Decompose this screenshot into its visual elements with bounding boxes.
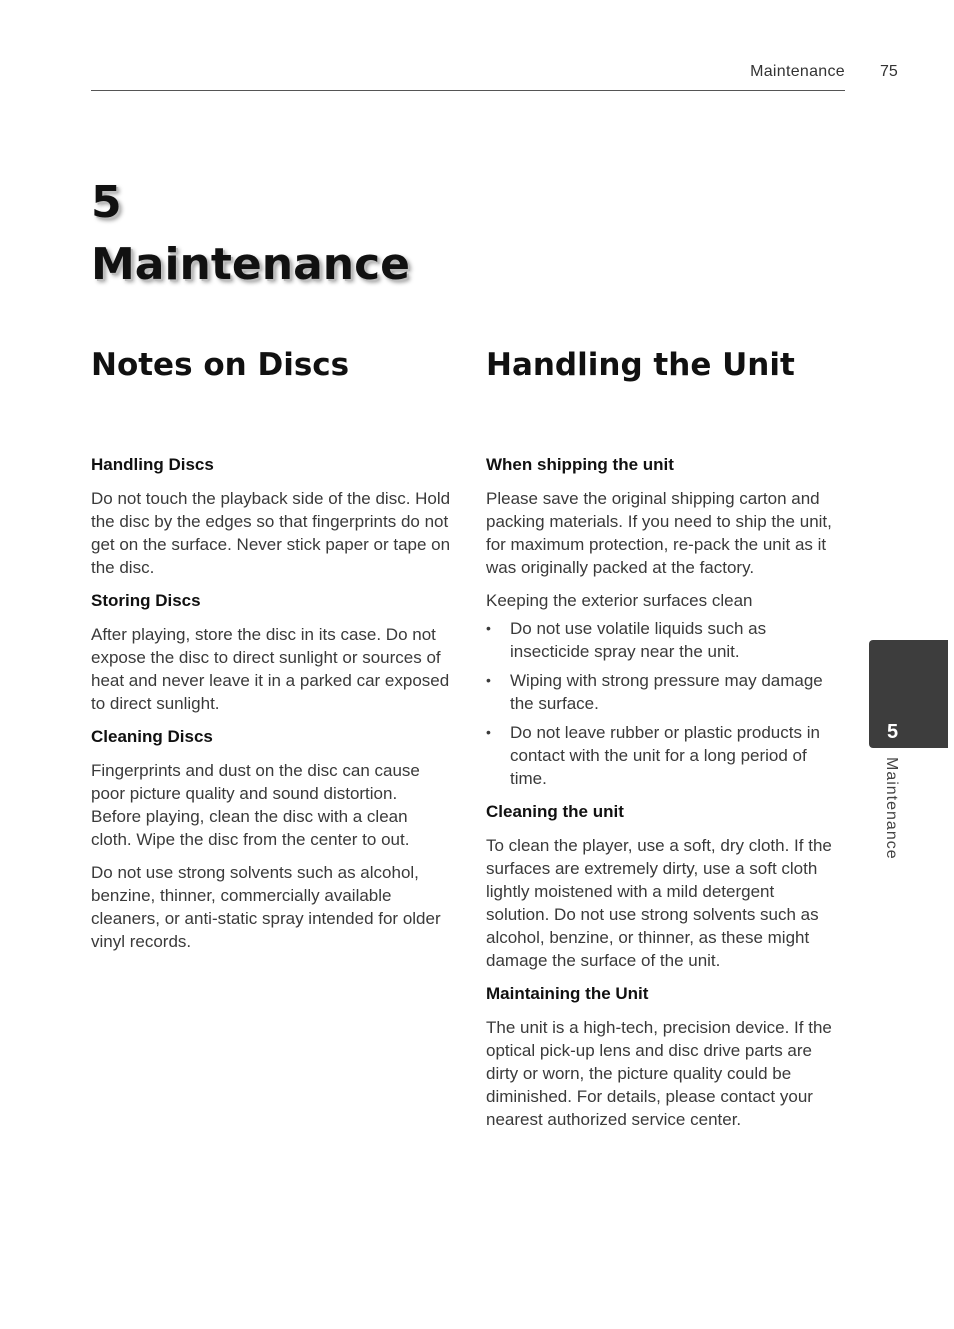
chapter-side-tab — [869, 640, 948, 748]
bullet-icon: • — [486, 724, 491, 740]
list-item-text: Wiping with strong pressure may damage the surface. — [510, 671, 823, 713]
chapter-title — [91, 172, 410, 296]
handling-the-unit-section — [486, 345, 842, 1141]
running-header-section: Maintenance — [750, 63, 845, 80]
list-item-text: Do not leave rubber or plastic products in contact with the unit for a long period of time. — [510, 723, 820, 788]
list-item — [486, 617, 842, 663]
subsection-title: When shipping the unit — [486, 455, 674, 474]
section-heading: Notes on Discs — [91, 347, 350, 383]
list-intro: Keeping the exterior surfaces clean — [486, 591, 753, 610]
subsection-title: Cleaning the unit — [486, 802, 624, 821]
paragraph: Do not use strong solvents such as alcohol, benzine, thinner, commercially available cleaners, or anti-static spray intended for older vinyl records. — [91, 863, 441, 951]
subsection-title: Storing Discs — [91, 591, 201, 610]
notes-on-discs-section — [91, 345, 451, 963]
subsection-title: Cleaning Discs — [91, 727, 213, 746]
paragraph: Fingerprints and dust on the disc can cause poor picture quality and sound distortion. Before playing, clean the disc with a clean cloth. Wipe the disc from the center to out. — [91, 761, 420, 849]
paragraph: After playing, store the disc in its case. Do not expose the disc to direct sunlight or sources of heat and never leave it in a parked car exposed to direct sunlight. — [91, 625, 450, 713]
bullet-icon: • — [486, 620, 491, 636]
subsection-title: Handling Discs — [91, 455, 214, 474]
paragraph: Please save the original shipping carton and packing materials. If you need to ship the unit, for maximum protection, re-pack the unit as it was originally packed at the factory. — [486, 489, 832, 577]
list-item — [486, 721, 842, 790]
list-item — [486, 669, 842, 715]
paragraph: Do not touch the playback side of the disc. Hold the disc by the edges so that fingerprints do not get on the surface. Never stick paper or tape on the disc. — [91, 489, 451, 577]
paragraph: The unit is a high-tech, precision device. If the optical pick-up lens and disc drive parts are dirty or worn, the picture quality could be diminished. For details, please contact your nearest authorized service center. — [486, 1018, 832, 1129]
chapter-name: Maintenance — [91, 239, 411, 290]
list-item-text: Do not use volatile liquids such as insecticide spray near the unit. — [510, 619, 767, 661]
running-header — [91, 63, 845, 91]
side-tab-number: 5 — [887, 721, 899, 743]
section-heading: Handling the Unit — [486, 347, 795, 383]
side-tab-label: Maintenance — [883, 757, 900, 860]
chapter-number: 5 — [91, 177, 122, 228]
bullet-icon: • — [486, 672, 491, 688]
bullet-list — [486, 617, 842, 790]
subsection-title: Maintaining the Unit — [486, 984, 649, 1003]
page-number: 75 — [880, 63, 898, 80]
paragraph: To clean the player, use a soft, dry cloth. If the surfaces are extremely dirty, use a soft cloth lightly moistened with a mild detergent solution. Do not use strong solvents such as alcohol, benzine, or thinner, as these might damage the surface of the unit. — [486, 836, 832, 970]
